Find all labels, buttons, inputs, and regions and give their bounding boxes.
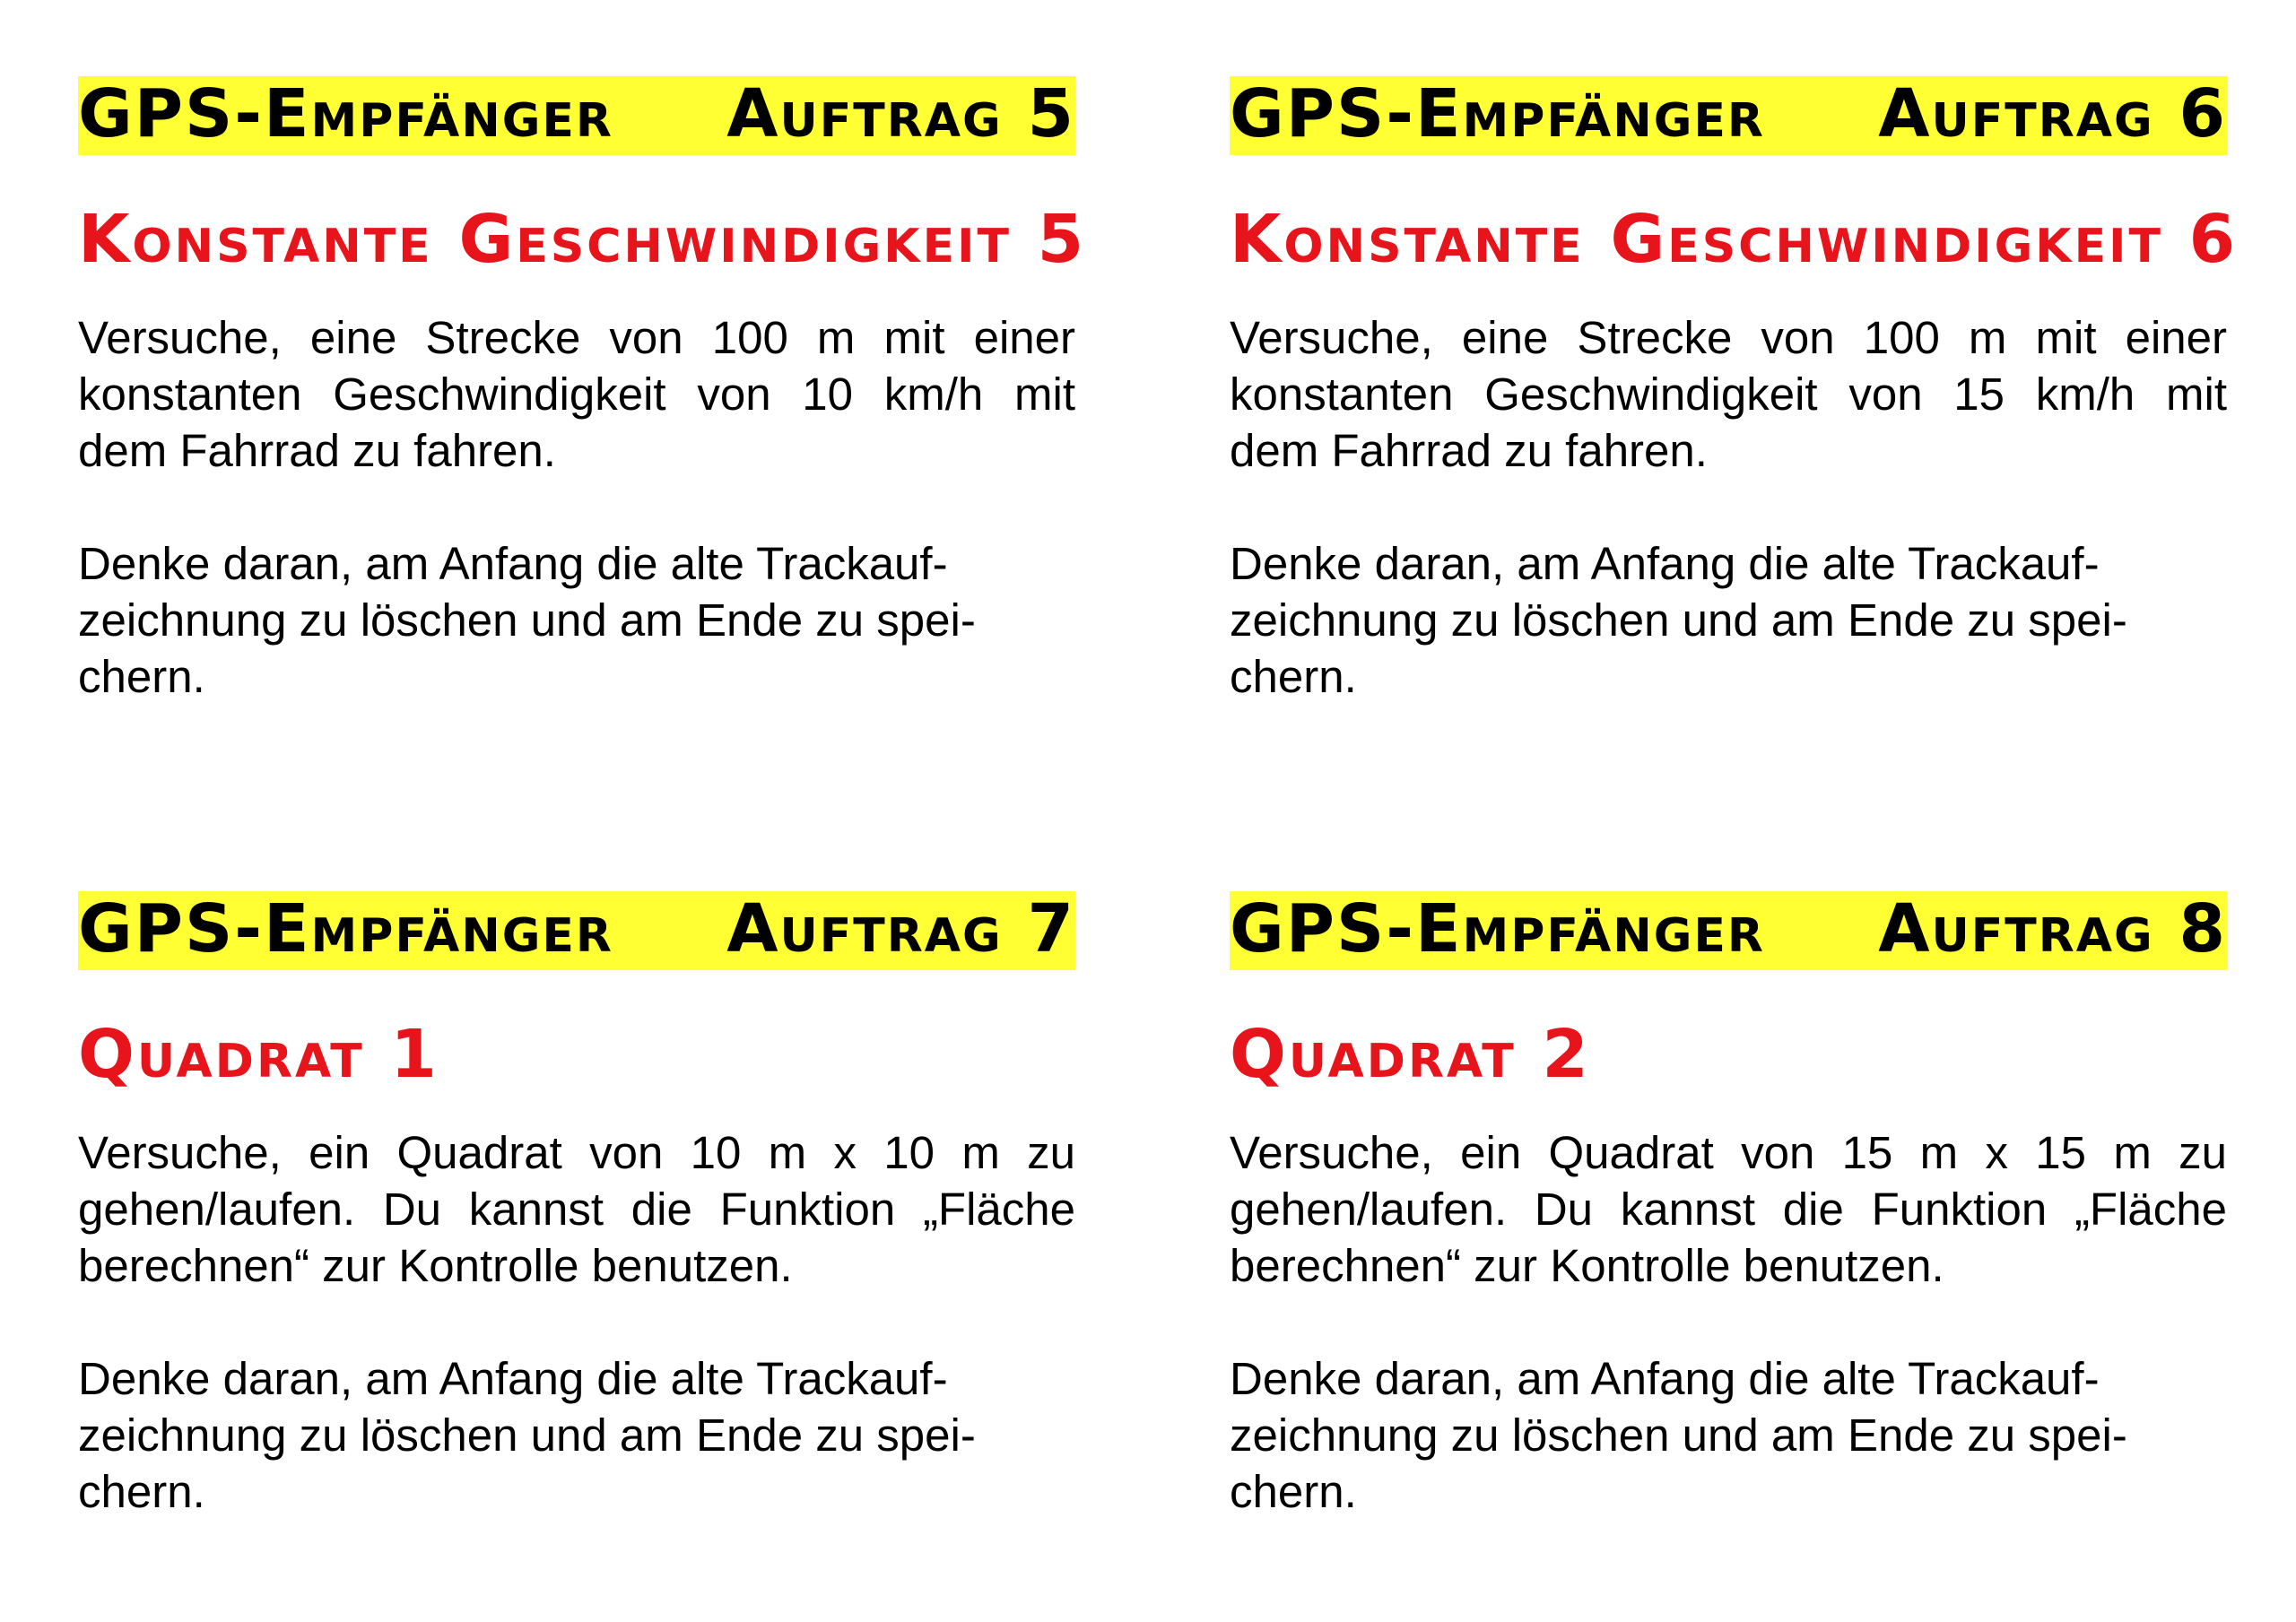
- header-device-label: GPS-Empfänger: [78, 890, 613, 967]
- task-reminder: [1230, 1350, 2227, 1520]
- task-instructions: Versuche, eine Strecke von 100 m mit einer konstanten Geschwindigkeit von 10 km/h mit dem Fahrrad zu fahren.: [78, 312, 1075, 476]
- header-task-number: Auftrag 5: [726, 75, 1075, 152]
- card-header-bar: [1230, 891, 2227, 970]
- task-reminder: [78, 535, 1075, 705]
- card-title: Quadrat 2: [1230, 1016, 1591, 1093]
- card-title: Konstante Geschwindigkeit 5: [78, 201, 1087, 278]
- task-reminder-line: chern.: [78, 651, 205, 702]
- card-title: Konstante Geschwindigkeit 6: [1230, 201, 2239, 278]
- task-card-auftrag-8: [1230, 891, 2227, 1520]
- card-header-bar: [1230, 76, 2227, 155]
- header-task-number: Auftrag 6: [1878, 75, 2227, 152]
- card-title: Quadrat 1: [78, 1016, 439, 1093]
- task-card-auftrag-6: [1230, 75, 2239, 705]
- task-reminder-line: chern.: [78, 1466, 205, 1517]
- task-instructions: Versuche, eine Strecke von 100 m mit einer konstanten Geschwindigkeit von 15 km/h mit dem Fahrrad zu fahren.: [1230, 312, 2227, 476]
- header-task-number: Auftrag 8: [1878, 890, 2227, 967]
- task-reminder-line: Denke daran, am Anfang die alte Trackauf-: [78, 1353, 948, 1404]
- task-reminder: [1230, 535, 2227, 705]
- task-reminder-line: chern.: [1230, 651, 1357, 702]
- task-reminder-line: zeichnung zu löschen und am Ende zu spei-: [1230, 1409, 2127, 1461]
- task-card-auftrag-7: [78, 891, 1075, 1520]
- task-instructions: Versuche, ein Quadrat von 10 m x 10 m zu gehen/laufen. Du kannst die Funktion „Fläche berechnen“ zur Kontrolle benutzen.: [78, 1127, 1075, 1291]
- header-device-label: GPS-Empfänger: [78, 75, 613, 152]
- task-reminder-line: Denke daran, am Anfang die alte Trackauf-: [1230, 1353, 2100, 1404]
- card-header-bar: [78, 891, 1075, 970]
- task-instructions: Versuche, ein Quadrat von 15 m x 15 m zu gehen/laufen. Du kannst die Funktion „Fläche berechnen“ zur Kontrolle benutzen.: [1230, 1127, 2227, 1291]
- header-device-label: GPS-Empfänger: [1230, 75, 1765, 152]
- task-reminder-line: Denke daran, am Anfang die alte Trackauf-: [1230, 538, 2100, 589]
- task-card-auftrag-5: [78, 75, 1087, 705]
- task-reminder-line: chern.: [1230, 1466, 1357, 1517]
- header-device-label: GPS-Empfänger: [1230, 890, 1765, 967]
- task-reminder-line: Denke daran, am Anfang die alte Trackauf-: [78, 538, 948, 589]
- task-reminder-line: zeichnung zu löschen und am Ende zu spei-: [78, 594, 976, 646]
- task-reminder-line: zeichnung zu löschen und am Ende zu spei-: [78, 1409, 976, 1461]
- task-reminder-line: zeichnung zu löschen und am Ende zu spei-: [1230, 594, 2127, 646]
- header-task-number: Auftrag 7: [726, 890, 1075, 967]
- task-reminder: [78, 1350, 1075, 1520]
- card-header-bar: [78, 76, 1075, 155]
